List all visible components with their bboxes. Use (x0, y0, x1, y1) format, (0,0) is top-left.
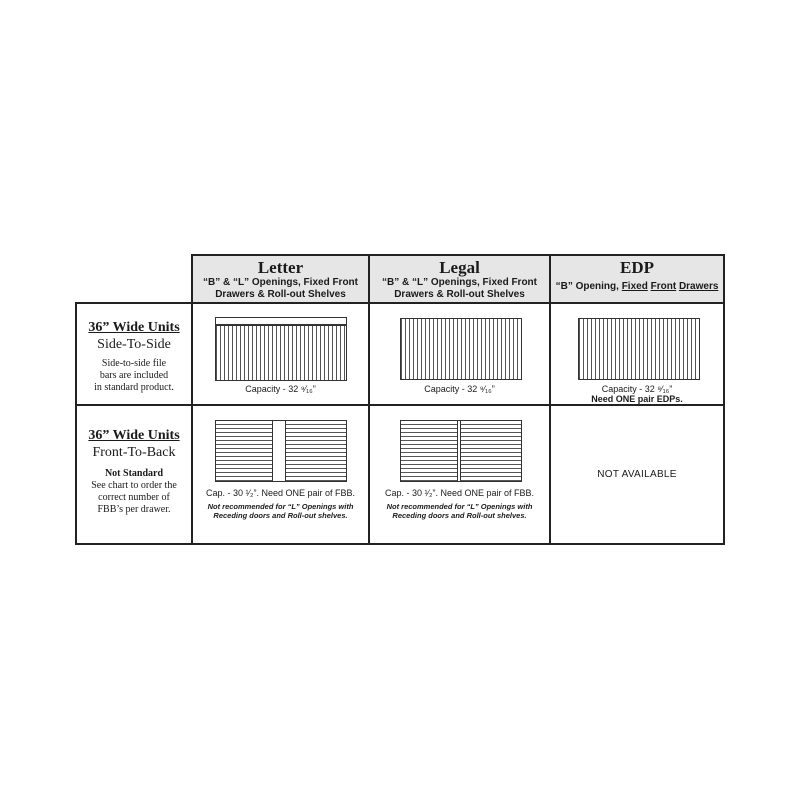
legal-front-bars-right (460, 420, 522, 482)
edp-side-bars-image (578, 318, 700, 380)
row1-note1: Side-to-side file (101, 358, 167, 369)
row2-note2: correct number of (98, 492, 170, 503)
row2-bold: Not Standard (104, 468, 164, 479)
row1-subtitle: Side-To-Side (97, 337, 171, 352)
row-label-side-to-side (75, 302, 193, 406)
header-legal-sub2: Drawers & Roll-out Shelves (394, 289, 525, 300)
row2-subtitle: Front-To-Back (92, 445, 176, 460)
letter-front-bars-right (285, 420, 347, 482)
row2-note3: FBB’s per drawer. (97, 504, 171, 515)
legal-front-note2: Receding doors and Roll-out shelves. (392, 511, 527, 520)
letter-side-caption: Capacity - 32 ⁹⁄₁₆” (245, 384, 316, 394)
edp-side-caption2: Need ONE pair EDPs. (591, 394, 683, 404)
letter-front-note2: Receding doors and Roll-out shelves. (213, 511, 348, 520)
cell-letter-side-to-side (191, 302, 370, 406)
header-edp (549, 254, 725, 304)
legal-side-bars-image (400, 318, 522, 380)
header-edp-sub (551, 281, 723, 293)
letter-front-note1: Not recommended for “L” Openings with (207, 502, 354, 511)
cell-letter-front-to-back (191, 404, 370, 545)
cell-edp-front-to-back (549, 404, 725, 545)
header-legal-sub1: “B” & “L” Openings, Fixed Front (382, 277, 537, 288)
header-edp-title: EDP (620, 258, 654, 277)
row2-title: 36” Wide Units (88, 428, 180, 443)
legal-side-caption: Capacity - 32 ⁹⁄₁₆” (424, 384, 495, 394)
header-letter-title: Letter (257, 258, 304, 277)
header-legal-title: Legal (439, 258, 480, 277)
header-letter (191, 254, 370, 304)
legal-front-bars-left (400, 420, 458, 482)
row1-title: 36” Wide Units (88, 320, 180, 335)
header-letter-sub1: “B” & “L” Openings, Fixed Front (203, 277, 358, 288)
cell-legal-side-to-side (368, 302, 551, 406)
cell-legal-front-to-back (368, 404, 551, 545)
letter-front-bars-left (215, 420, 273, 482)
header-legal (368, 254, 551, 304)
header-edp-sub-a: “B” Opening, (555, 281, 622, 292)
row1-note2: bars are included (99, 370, 169, 381)
letter-front-gap (272, 420, 286, 482)
edp-side-caption: Capacity - 32 ⁹⁄₁₆” (601, 384, 673, 394)
row2-note1: See chart to order the (91, 480, 177, 491)
letter-side-bars-image (215, 325, 347, 381)
edp-front-not-available: NOT AVAILABLE (597, 469, 677, 480)
letter-drawer-front-strip (215, 317, 347, 325)
row1-note3: in standard product. (94, 382, 174, 393)
header-edp-sub-b: Fixed (621, 281, 648, 292)
header-edp-sub-c: Front (650, 281, 677, 292)
header-letter-sub2: Drawers & Roll-out Shelves (215, 289, 346, 300)
cell-edp-side-to-side (549, 302, 725, 406)
letter-front-caption: Cap. - 30 ¹⁄₂”. Need ONE pair of FBB. (205, 488, 356, 498)
legal-front-caption: Cap. - 30 ¹⁄₂”. Need ONE pair of FBB. (384, 488, 535, 498)
row-label-front-to-back (75, 404, 193, 545)
header-edp-sub-d: Drawers (678, 281, 719, 292)
legal-front-note1: Not recommended for “L” Openings with (386, 502, 533, 511)
